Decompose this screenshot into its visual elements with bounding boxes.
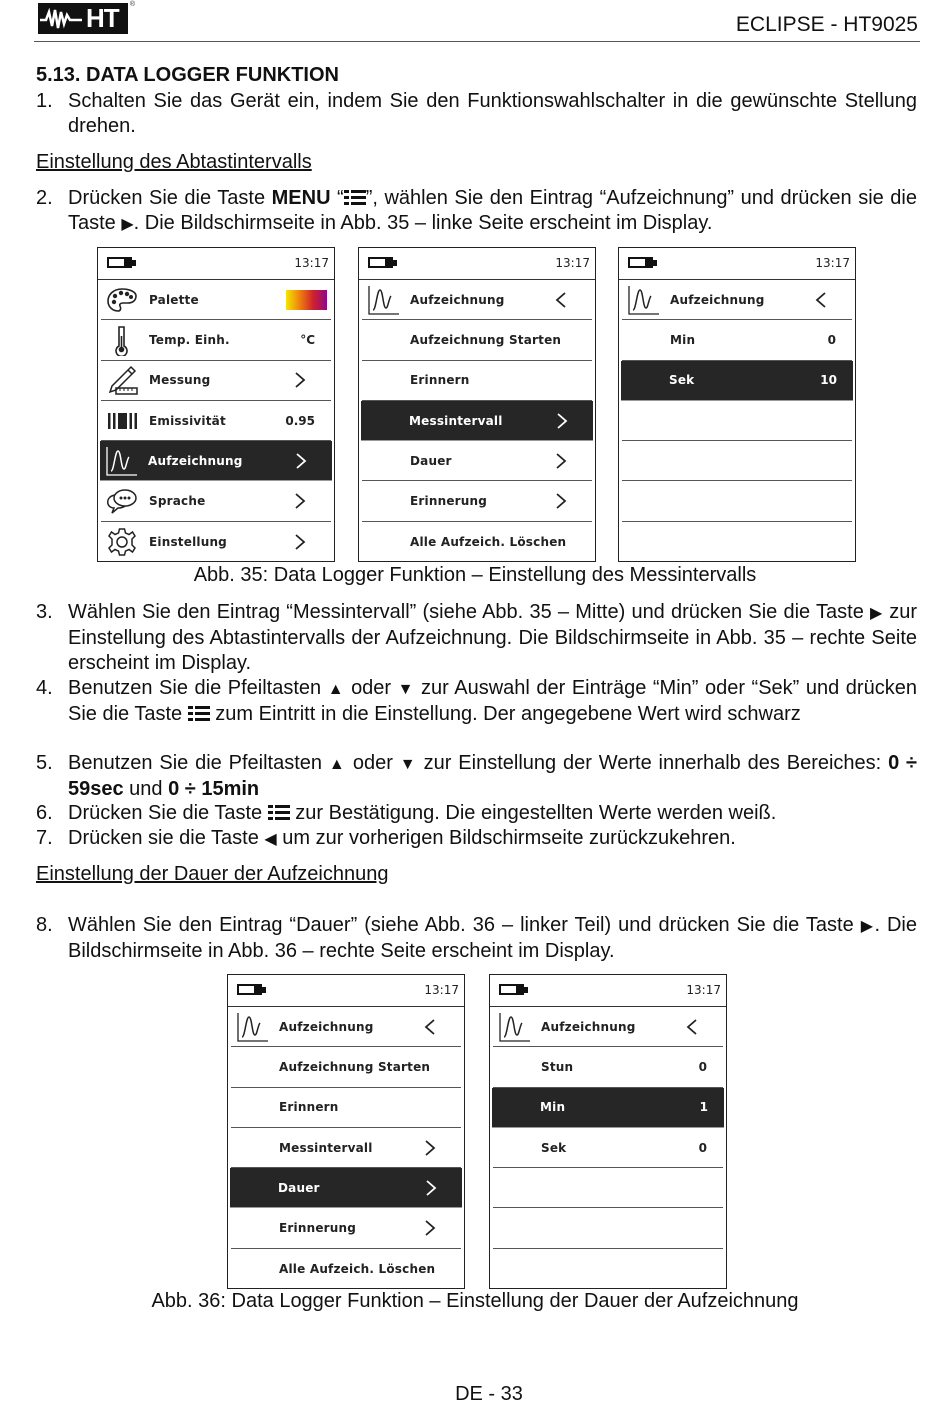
text-run: Wählen Sie den Eintrag “Messintervall” (siehe Abb. 35 – Mitte) und drücken Sie die Taste xyxy=(68,601,871,623)
menu-item-label: Sek xyxy=(541,1140,567,1155)
text-run: zur Bestätigung. Die eingestellten Werte werden weiß. xyxy=(289,802,777,824)
subheading-sampling-interval: Einstellung des Abtastintervalls xyxy=(36,151,312,173)
chevron-right-icon[interactable] xyxy=(423,1219,437,1237)
menu-item-label: Erinnern xyxy=(279,1100,339,1115)
menu-item-label: Emissivität xyxy=(149,413,226,428)
step-number: 5. xyxy=(36,752,53,774)
status-bar xyxy=(490,975,726,1007)
status-bar xyxy=(359,248,595,280)
menu-item-erinnern[interactable] xyxy=(362,361,592,401)
ht-logo xyxy=(38,1,135,34)
subheading-duration: Einstellung der Dauer der Aufzeichnung xyxy=(36,863,389,885)
emissivity-icon xyxy=(105,405,139,437)
status-bar xyxy=(619,248,855,280)
menu-item-aufzeichnung-starten[interactable] xyxy=(362,320,592,360)
section-title: 5.13. DATA LOGGER FUNKTION xyxy=(36,64,339,86)
menu-item-value: 10 xyxy=(820,373,837,388)
chevron-right-icon[interactable] xyxy=(554,492,568,510)
menu-item-palette[interactable] xyxy=(101,280,331,320)
step-8 xyxy=(36,913,917,964)
page-header xyxy=(34,0,920,42)
chevron-right-icon[interactable] xyxy=(293,371,307,389)
menu-item-value: 0 xyxy=(827,332,836,347)
text-run: zur Einstellung des Abtastintervalls der Aufzeichnung. Die Bildschirmseite in Abb. 35 – rechte Seite erscheint im Display. xyxy=(68,601,918,674)
chevron-right-icon[interactable] xyxy=(293,533,307,551)
menu-item-alle-aufzeich-löschen[interactable] xyxy=(231,1249,461,1289)
menu-item-label: Dauer xyxy=(410,453,452,468)
step-1 xyxy=(36,89,917,139)
text-run: Drücken Sie die Taste xyxy=(68,187,272,209)
menu-item-aufzeichnung[interactable] xyxy=(100,441,332,481)
menu-item-label: Palette xyxy=(149,292,199,307)
text-run: ”, wählen Sie den Eintrag “Aufzeichnung” und drücken sie die Taste xyxy=(68,187,917,234)
step-number: 4. xyxy=(36,677,53,699)
status-bar xyxy=(98,248,334,280)
menu-item-erinnerung[interactable] xyxy=(231,1208,461,1248)
menu-item-label: Erinnern xyxy=(410,373,470,388)
text-run: oder xyxy=(345,752,400,774)
left-arrow-key-icon: ◀ xyxy=(264,831,277,848)
menu-item-value: 1 xyxy=(699,1100,708,1115)
clock: 13:17 xyxy=(424,983,459,997)
step-2 xyxy=(36,186,917,237)
text-run: Benutzen Sie die Pfeiltasten xyxy=(68,752,329,774)
step-number: 7. xyxy=(36,827,53,849)
menu-item-sek[interactable] xyxy=(621,361,853,401)
palette-preview xyxy=(286,290,327,310)
lightning-wave-icon xyxy=(38,6,84,32)
menu-item-label: Aufzeichnung xyxy=(279,1019,374,1034)
clock: 13:17 xyxy=(815,256,850,270)
text-run: zum Eintritt in die Einstellung. Der angegebene Wert wird schwarz xyxy=(209,703,801,725)
battery-icon xyxy=(499,984,524,995)
menu-item-label: Stun xyxy=(541,1059,574,1074)
step-3 xyxy=(36,600,917,676)
menu-item-einstellung[interactable] xyxy=(101,522,331,562)
menu-item-empty xyxy=(493,1208,723,1248)
menu-item-empty xyxy=(622,522,852,562)
menu-item-label: Aufzeichnung xyxy=(148,453,243,468)
up-arrow-key-icon: ▲ xyxy=(327,681,345,698)
clock: 13:17 xyxy=(686,983,721,997)
menu-item-value: 0 xyxy=(698,1140,707,1155)
text-run: “ xyxy=(330,187,344,209)
up-arrow-key-icon: ▲ xyxy=(328,756,346,773)
device-screen xyxy=(489,974,727,1289)
menu-item-alle-aufzeich-löschen[interactable] xyxy=(362,522,592,562)
menu-item-stun[interactable] xyxy=(493,1047,723,1087)
menu-item-messung[interactable] xyxy=(101,361,331,401)
gear-icon xyxy=(105,526,139,558)
waveform-icon xyxy=(366,284,400,316)
right-arrow-key-icon: ▶ xyxy=(870,605,884,622)
menu-item-label: Erinnerung xyxy=(279,1221,357,1236)
right-arrow-key-icon: ▶ xyxy=(860,918,875,935)
step-number: 1. xyxy=(36,90,53,112)
step-5 xyxy=(36,751,917,802)
step-number: 8. xyxy=(36,914,53,936)
chevron-right-icon[interactable] xyxy=(294,452,308,470)
menu-item-label: Aufzeichnung Starten xyxy=(410,332,562,347)
step-4 xyxy=(36,676,917,727)
menu-key-icon xyxy=(344,189,366,205)
clock: 13:17 xyxy=(294,256,329,270)
menu-item-aufzeichnung-starten[interactable] xyxy=(231,1047,461,1087)
menu-item-label: Min xyxy=(540,1100,566,1115)
step-number: 2. xyxy=(36,187,53,209)
menu-item-label: Sek xyxy=(669,373,695,388)
chevron-right-icon[interactable] xyxy=(554,452,568,470)
document-title: ECLIPSE - HT9025 xyxy=(735,13,918,36)
speech-bubbles-icon xyxy=(105,485,139,517)
step-7 xyxy=(36,826,917,852)
chevron-left-icon[interactable] xyxy=(814,291,828,309)
step-text xyxy=(68,751,917,802)
menu-item-dauer[interactable] xyxy=(230,1168,462,1208)
chevron-right-icon[interactable] xyxy=(424,1179,438,1197)
waveform-icon xyxy=(626,284,660,316)
menu-item-label: Einstellung xyxy=(149,534,227,549)
menu-item-label: Erinnerung xyxy=(410,494,488,509)
menu-item-aufzeichnung[interactable] xyxy=(493,1007,723,1047)
menu-item-label: Dauer xyxy=(278,1180,320,1195)
menu-item-aufzeichnung[interactable] xyxy=(231,1007,461,1047)
right-arrow-key-icon: ▶ xyxy=(121,216,134,233)
step-6 xyxy=(36,801,917,826)
step-text xyxy=(68,801,917,826)
text-run: . Die Bildschirmseite in Abb. 36 – rechte Seite erscheint im Display. xyxy=(68,914,917,962)
step-number: 3. xyxy=(36,601,53,623)
menu-item-empty xyxy=(622,401,852,441)
menu-item-erinnern[interactable] xyxy=(231,1088,461,1128)
step-text xyxy=(68,676,917,727)
minutes-range: 0 ÷ 15min xyxy=(168,778,260,800)
registered-mark: ® xyxy=(129,1,135,8)
status-bar xyxy=(228,975,464,1007)
thermometer-icon xyxy=(105,324,139,356)
menu-item-messintervall[interactable] xyxy=(231,1128,461,1168)
palette-icon xyxy=(105,284,139,316)
step-text xyxy=(68,826,917,852)
menu-item-aufzeichnung[interactable] xyxy=(362,280,592,320)
clock: 13:17 xyxy=(555,256,590,270)
menu-item-label: Aufzeichnung Starten xyxy=(279,1059,431,1074)
step-text: Schalten Sie das Gerät ein, indem Sie den Funktionswahlschalter in die gewünschte Stellung drehen. xyxy=(68,90,917,137)
device-screen xyxy=(618,247,856,562)
step-text xyxy=(68,186,917,237)
menu-item-min[interactable] xyxy=(622,320,852,360)
step-text xyxy=(68,600,917,676)
figure-36-caption: Abb. 36: Data Logger Funktion – Einstellung der Dauer der Aufzeichnung xyxy=(151,1290,799,1312)
menu-key-icon xyxy=(188,705,210,721)
chevron-left-icon[interactable] xyxy=(423,1018,437,1036)
menu-item-empty xyxy=(493,1168,723,1208)
waveform-icon xyxy=(104,445,138,477)
menu-item-label: Alle Aufzeich. Löschen xyxy=(279,1261,436,1276)
figure-35-caption: Abb. 35: Data Logger Funktion – Einstellung des Messintervalls xyxy=(193,564,757,586)
menu-item-messintervall[interactable] xyxy=(361,401,593,441)
menu-item-aufzeichnung[interactable] xyxy=(622,280,852,320)
menu-item-label: Aufzeichnung xyxy=(541,1019,636,1034)
chevron-right-icon[interactable] xyxy=(423,1139,437,1157)
text-run: und xyxy=(123,778,169,800)
menu-item-label: Temp. Einh. xyxy=(149,332,230,347)
menu-key-label: MENU xyxy=(271,187,331,209)
menu-item-emissivität[interactable] xyxy=(101,401,331,441)
menu-item-dauer[interactable] xyxy=(362,441,592,481)
menu-item-label: Messintervall xyxy=(279,1140,373,1155)
chevron-left-icon[interactable] xyxy=(554,291,568,309)
chevron-right-icon[interactable] xyxy=(555,412,569,430)
down-arrow-key-icon: ▼ xyxy=(399,756,417,773)
chevron-left-icon[interactable] xyxy=(685,1018,699,1036)
waveform-icon xyxy=(497,1011,531,1043)
menu-item-empty xyxy=(493,1249,723,1289)
text-run: Drücken sie die Taste xyxy=(68,827,265,849)
menu-item-sek[interactable] xyxy=(493,1128,723,1168)
text-run: oder xyxy=(344,677,398,699)
battery-icon xyxy=(368,257,393,268)
menu-item-label: Messintervall xyxy=(409,413,503,428)
menu-item-label: Aufzeichnung xyxy=(410,292,505,307)
battery-icon xyxy=(107,257,132,268)
chevron-right-icon[interactable] xyxy=(293,492,307,510)
step-text xyxy=(68,913,917,964)
menu-item-label: Sprache xyxy=(149,494,206,509)
menu-item-label: Min xyxy=(670,332,696,347)
step-number: 6. xyxy=(36,802,53,824)
text-run: zur Auswahl der Einträge “Min” oder “Sek” und drücken Sie die Taste xyxy=(68,677,917,725)
device-screen xyxy=(358,247,596,562)
page-number: DE - 33 xyxy=(455,1383,523,1405)
logo-text: HT xyxy=(86,3,119,33)
menu-item-erinnerung[interactable] xyxy=(362,481,592,521)
text-run: um zur vorherigen Bildschirmseite zurückzukehren. xyxy=(276,827,736,849)
device-screen xyxy=(227,974,465,1289)
menu-item-label: Aufzeichnung xyxy=(670,292,765,307)
menu-item-label: Messung xyxy=(149,373,211,388)
menu-item-empty xyxy=(622,441,852,481)
device-screen xyxy=(97,247,335,562)
battery-icon xyxy=(237,984,262,995)
menu-item-value: 0.95 xyxy=(285,413,315,428)
menu-item-label: Alle Aufzeich. Löschen xyxy=(410,534,567,549)
menu-key-icon xyxy=(268,804,290,820)
menu-item-min[interactable] xyxy=(492,1088,724,1128)
menu-item-value: °C xyxy=(300,332,315,347)
battery-icon xyxy=(628,257,653,268)
pencil-ruler-icon xyxy=(105,364,139,396)
text-run: Wählen Sie den Eintrag “Dauer” (siehe Abb. 36 – linker Teil) und drücken Sie die Taste xyxy=(68,914,861,936)
down-arrow-key-icon: ▼ xyxy=(397,681,415,698)
seconds-range: 0 ÷ 59sec xyxy=(68,752,917,800)
menu-item-empty xyxy=(622,481,852,521)
menu-item-temp-einh[interactable] xyxy=(101,320,331,360)
text-run: Benutzen Sie die Pfeiltasten xyxy=(68,677,328,699)
waveform-icon xyxy=(235,1011,269,1043)
text-run: . Die Bildschirmseite in Abb. 35 – linke Seite erscheint im Display. xyxy=(133,212,713,234)
text-run: Drücken Sie die Taste xyxy=(68,802,268,824)
text-run: zur Einstellung der Werte innerhalb des Bereiches: xyxy=(416,752,889,774)
menu-item-sprache[interactable] xyxy=(101,481,331,521)
menu-item-value: 0 xyxy=(698,1059,707,1074)
